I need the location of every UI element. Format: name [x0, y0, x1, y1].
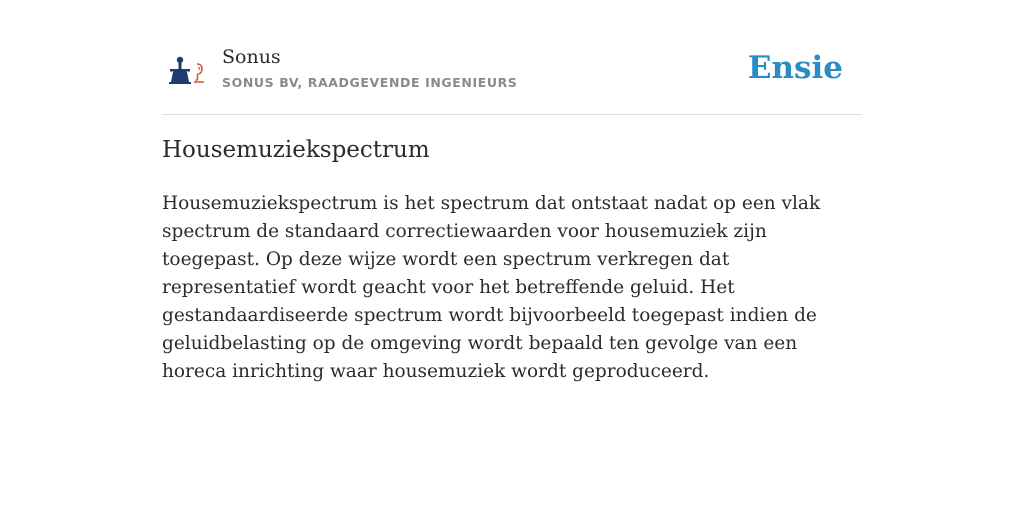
brand-logo[interactable]: Ensie — [747, 50, 843, 86]
definition-text: Housemuziekspectrum is het spectrum dat ontstaat nadat op een vlak spectrum de standaard correctiewaarden voor housemuziek zijn toegepast. Op deze wijze wordt een spectrum verkregen dat representatief wordt geacht voor het betreffende geluid. Het gestandaardiseerde spectrum wordt bijvoorbeeld toegepast indien de geluidbelasting op de omgeving wordt bepaald ten gevolge van een horeca inrichting waar housemuziek wordt geproduceerd. — [162, 193, 821, 382]
sonus-logo-icon[interactable] — [164, 52, 206, 92]
header — [162, 44, 862, 115]
organization-name[interactable]: Sonus — [222, 46, 281, 68]
page-title: Housemuziekspectrum — [162, 137, 430, 163]
organization-subtitle: SONUS BV, RAADGEVENDE INGENIEURS — [222, 75, 518, 90]
